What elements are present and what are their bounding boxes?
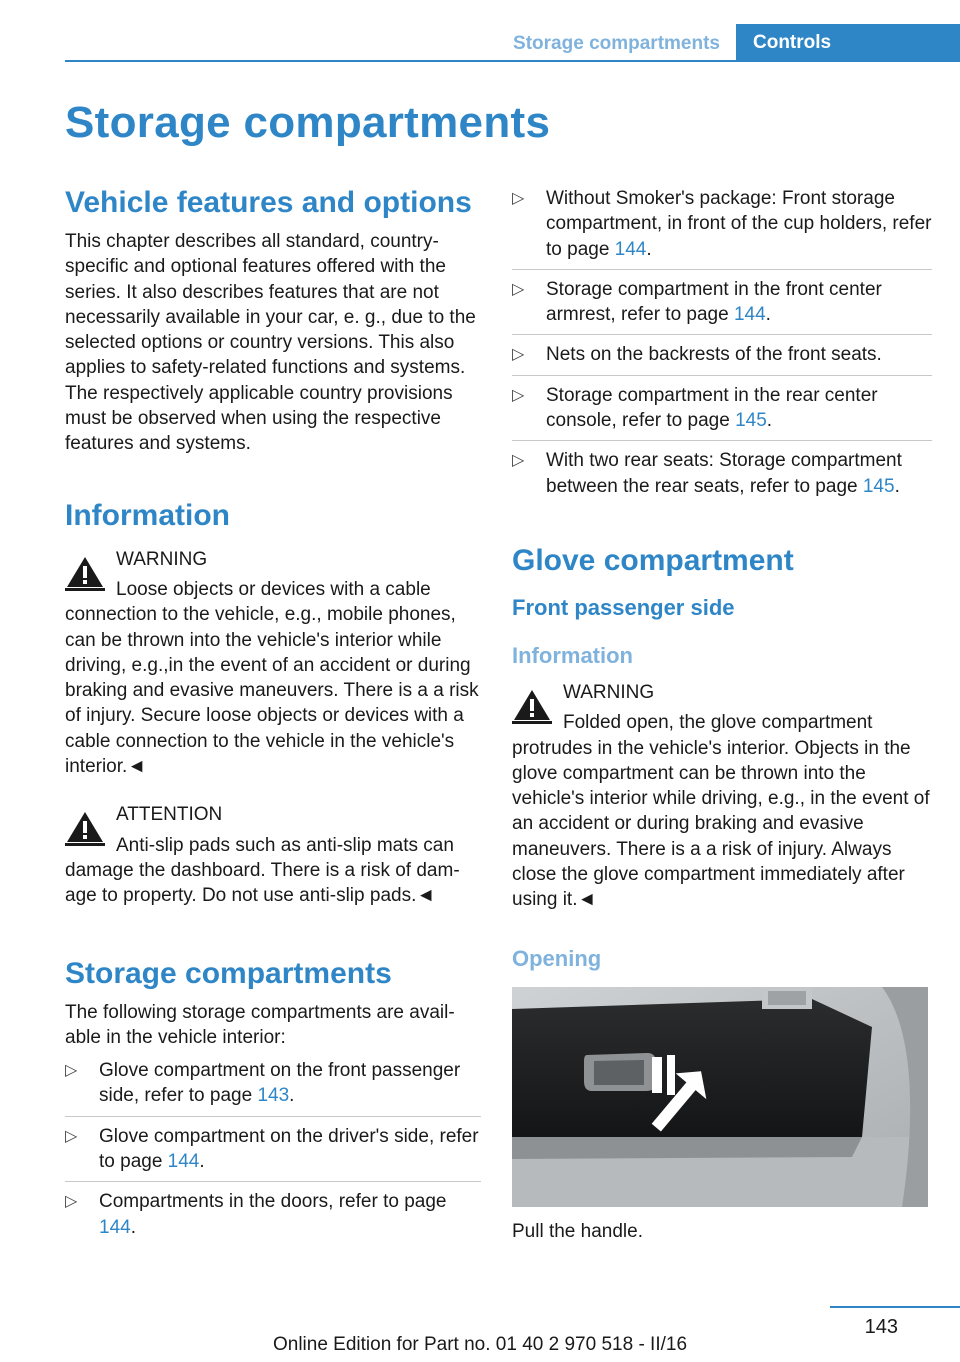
information-heading: Information	[65, 498, 230, 532]
list-item: ▷ Storage compartment in the rear center console, refer to page 145.	[512, 383, 932, 442]
triangle-right-icon: ▷	[65, 1127, 78, 1145]
triangle-right-icon: ▷	[512, 280, 525, 298]
page-link[interactable]: 144	[167, 1151, 200, 1173]
storage-list-continued	[512, 186, 932, 506]
header-rule	[65, 60, 960, 62]
list-item: ▷ Without Smoker's package: Front storage compartment, in front of the cup holders, refer to page 144.	[512, 186, 932, 270]
warning-triangle-icon	[65, 810, 105, 846]
photo-caption: Pull the handle.	[512, 1220, 643, 1242]
footer-edition: Online Edition for Part no. 01 40 2 970 518 - II/16	[272, 1334, 688, 1355]
warning-text: Folded open, the glove compartment protrudes in the vehicle's interior. Objects in the glove compartment can be thrown into the vehicle's interior while driving, e.g., in the event of an accident or during braking and evasive maneuvers. There is a a risk of injury. Always close the glove compartment immediately after using it.◄	[512, 712, 930, 911]
glove-compartment-photo	[512, 987, 928, 1207]
header-section-title: Storage compartments	[513, 33, 720, 54]
storage-heading: Storage compartments	[65, 956, 392, 990]
glove-warning-block	[512, 680, 932, 913]
attention-block	[65, 802, 481, 908]
page-link[interactable]: 145	[862, 475, 895, 497]
triangle-right-icon: ▷	[512, 386, 525, 404]
attention-text: Anti-slip pads such as anti-slip mats can damage the dashboard. There is a risk of damage to property. Do not use anti-slip pads.◄	[65, 834, 460, 907]
information-subheading: Information	[512, 642, 633, 668]
warning-title: WARNING	[116, 548, 208, 570]
list-item: ▷ Glove compartment on the driver's side, refer to page 144.	[65, 1124, 481, 1183]
list-item: ▷ Compartments in the doors, refer to page 144.	[65, 1191, 447, 1238]
warning-text: Loose objects or devices with a cable connection to the vehicle, e.g., mobile phones, can be thrown into the vehicle's interior while driving, e.g.,in the event of an accident or during braking and evasive maneuvers. There is a a risk of injury. Secure loose objects or devices with a cable connection to the vehicle in the vehicle's interior.◄	[65, 578, 479, 778]
features-heading: Vehicle features and options	[65, 186, 472, 219]
page-link[interactable]: 144	[99, 1216, 131, 1238]
triangle-right-icon: ▷	[512, 190, 525, 207]
storage-intro: The following storage compartments are available in the vehicle interior:	[65, 1001, 455, 1048]
triangle-right-icon: ▷	[512, 452, 525, 470]
right-column	[512, 186, 932, 1244]
storage-list	[65, 1058, 481, 1247]
warning-block	[65, 547, 481, 780]
features-text: This chapter describes all standard, country-specific and optional features offered with the series. It also describes features that are not necessarily available in your car, e. g., due to the selected options or country versions. This also applies to safety-related functions and systems. The respectively applicable country provisions must be observed when using the respective features and systems.	[65, 231, 476, 455]
warning-triangle-icon	[512, 688, 552, 724]
front-passenger-heading: Front passenger side	[512, 594, 735, 620]
footer-rule	[830, 1306, 960, 1308]
page-link[interactable]: 145	[735, 410, 767, 432]
warning-triangle-icon	[65, 555, 105, 591]
triangle-right-icon: ▷	[512, 346, 525, 364]
glove-heading: Glove compartment	[512, 543, 794, 577]
triangle-right-icon: ▷	[65, 1193, 78, 1211]
left-column	[65, 184, 481, 1254]
list-item: ▷ Nets on the backrests of the front seats.	[512, 342, 932, 375]
attention-title: ATTENTION	[116, 804, 223, 826]
page-link[interactable]: 144	[614, 238, 647, 260]
page-number: 143	[864, 1316, 898, 1338]
list-item: ▷ Glove compartment on the front passenger side, refer to page 143.	[65, 1058, 481, 1117]
list-item: ▷ With two rear seats: Storage compartment between the rear seats, refer to page 145.	[512, 450, 902, 497]
opening-heading: Opening	[512, 945, 602, 971]
warning-title: WARNING	[563, 681, 655, 703]
list-item: ▷ Storage compartment in the front center armrest, refer to page 144.	[512, 277, 932, 336]
triangle-right-icon: ▷	[65, 1062, 78, 1080]
page-title: Storage compartments	[65, 98, 551, 147]
page-link[interactable]: 144	[733, 304, 766, 326]
page-link[interactable]: 143	[257, 1085, 290, 1107]
header-tab-controls[interactable]: Controls	[736, 24, 960, 62]
